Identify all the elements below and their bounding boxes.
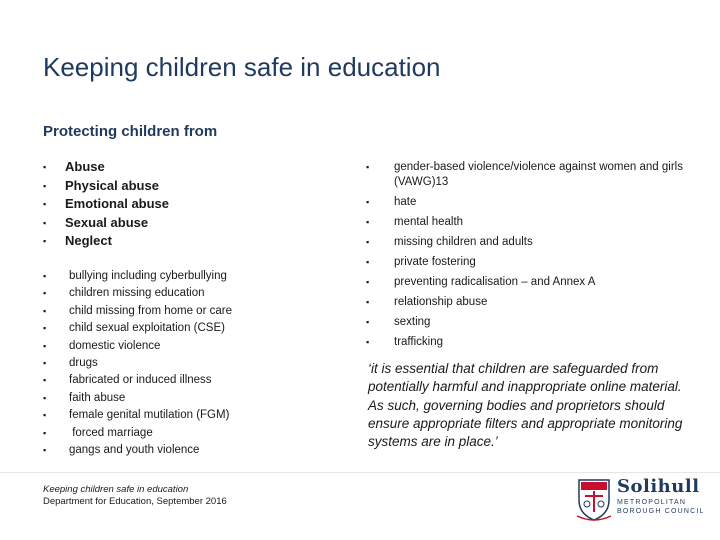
bullet-icon: ▪ [43,375,47,386]
list-item: ▪ domestic violence [43,338,232,355]
list-item: ▪ Emotional abuse [43,196,170,211]
list-item: ▪ hate [366,196,417,208]
bullet-icon: ▪ [43,392,47,403]
list-item: ▪ child sexual exploitation (CSE) [43,320,232,337]
guidance-quote: ‘it is essential that children are safeguarded from potentially harmful and inappropriate online material. As such, governing bodies and proprietors should ensure appropriate filters and appropriate monitoring systems are in place.’ [368,361,683,450]
bullet-icon: ▪ [43,180,47,191]
bullet-icon: ▪ [366,162,370,172]
list-item: ▪ Neglect [43,233,112,248]
list-item: ▪ forced marriage [43,425,232,442]
bullet-icon: ▪ [43,236,47,246]
list-item: ▪ gender-based violence/violence against women and girls (VAWG)13 [366,161,683,188]
list-item: ▪ preventing radicalisation – and Annex A [366,276,596,288]
list-item: ▪ fabricated or induced illness [43,372,232,389]
logo-name: Solihull [617,476,700,497]
list-item: ▪ missing children and adults [366,236,533,248]
bullet-icon: ▪ [43,357,47,368]
list-item: ▪ Physical abuse [43,177,159,193]
reference-publisher: Department for Education, September 2016 [43,496,227,507]
bullet-icon: ▪ [43,217,47,228]
list-item: ▪ children missing education [43,285,232,302]
bullet-icon: ▪ [366,337,370,347]
crest-icon [575,474,613,522]
list-item: ▪ Sexual abuse [43,214,149,230]
list-item: ▪ drugs [43,355,232,372]
reference-title: Keeping children safe in education [43,484,189,495]
bullet-icon: ▪ [43,162,47,172]
list-item: ▪ trafficking [366,336,444,348]
council-logo [573,474,713,524]
slide-title: Keeping children safe in education [43,52,441,82]
bullet-icon: ▪ [43,340,47,351]
right-harms-list [366,160,696,355]
list-item: ▪ child missing from home or care [43,303,232,320]
list-item: ▪ gangs and youth violence [43,442,232,459]
bullet-icon: ▪ [366,277,370,287]
other-harms-list [43,268,232,459]
bullet-icon: ▪ [366,197,370,207]
list-item: ▪ faith abuse [43,390,232,407]
list-item: ▪ female genital mutilation (FGM) [43,407,232,424]
source-reference [43,484,227,508]
bullet-icon: ▪ [43,305,47,316]
abuse-types-list [43,158,169,251]
footer-divider [0,472,720,473]
bullet-icon: ▪ [43,288,47,299]
bullet-icon: ▪ [43,444,47,455]
list-item: ▪ sexting [366,316,431,328]
slide-subtitle: Protecting children from [43,123,218,140]
bullet-icon: ▪ [366,217,370,227]
list-item: ▪ relationship abuse [366,296,488,308]
bullet-icon: ▪ [366,297,370,307]
list-item: ▪ Abuse [43,159,105,174]
list-item: ▪ mental health [366,216,464,228]
bullet-icon: ▪ [43,199,47,209]
bullet-icon: ▪ [366,257,370,267]
bullet-icon: ▪ [43,323,47,334]
bullet-icon: ▪ [43,410,47,421]
bullet-icon: ▪ [366,317,370,327]
list-item: ▪ private fostering [366,256,476,268]
bullet-icon: ▪ [43,271,47,281]
logo-subtitle: METROPOLITAN BOROUGH COUNCIL [617,499,705,515]
list-item: ▪ bullying including cyberbullying [43,268,232,285]
bullet-icon: ▪ [366,237,370,247]
bullet-icon: ▪ [43,427,47,438]
